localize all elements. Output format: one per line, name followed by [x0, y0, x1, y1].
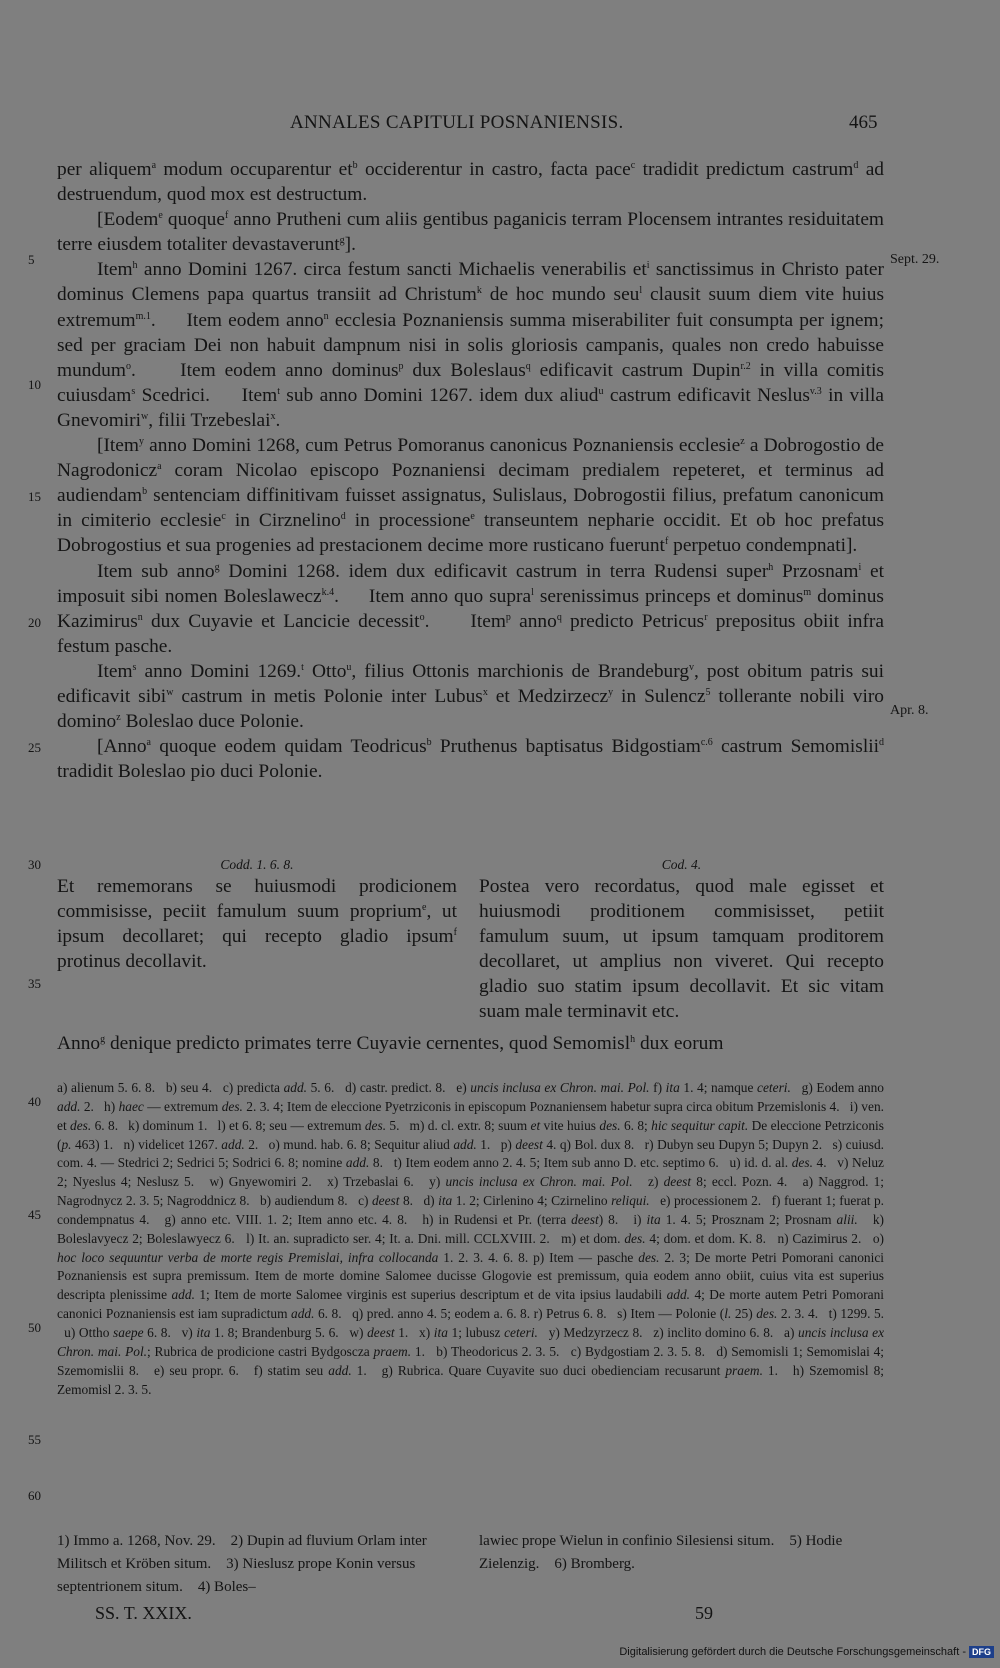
digitization-text: Digitalisierung gefördert durch die Deutsche Forschungsgemeinschaft - — [619, 1646, 966, 1658]
critical-apparatus — [57, 1079, 884, 1399]
running-title: ANNALES CAPITULI POSNANIENSIS. — [290, 112, 624, 133]
page-header — [0, 112, 1000, 142]
continuation-text: Anno$^g$ denique predicto primates terre Cuyavie cernentes, quod Semomisl$^h$ dux eorum — [57, 1033, 724, 1054]
line-number: 40 — [28, 1094, 41, 1109]
line-number: 15 — [28, 489, 41, 504]
body-paragraph: per aliquem$^a$ modum occuparentur $et^b$ occiderentur in castro, facta pace$^c$ tradidit predictum castrum$^d$ ad destruendum, quod mox est destructum. — [57, 159, 884, 206]
body-paragraph: Item$^s$ anno Domini 1269.$^t$ Otto$^u$, filius Ottonis marchionis de Brandeburg$^v$, post obitum patris sui edificavit sibi$^w$ castrum in metis Polonie inter Lubus$^x$ et Medzirzecz$^y$ in Sulencz$^5$ tollerante nobili viro domino$^z$ Boleslao duce Polonie. — [57, 660, 884, 733]
line-number: 30 — [28, 857, 41, 872]
body-paragraph: Item sub anno$^g$ Domini 1268. idem dux edificavit castrum in terra Rudensi super$^h$ Przosnam$^i$ et imposuit sibi nomen Boleslawecz$^{k.4}$. Item anno quo supra$^l$ serenissimus princeps et dominus$^m$ dominus Kazimirus$^n$ dux Cuyavie et Lancicie decessit$^o$. Item$^p$ anno$^q$ predicto Petricus$^r$ prepositus obiit infra festum pasche. — [57, 560, 884, 657]
dfg-logo-icon: DFG — [969, 1646, 994, 1658]
margin-note-sept: Sept. 29. — [890, 252, 940, 267]
digitization-credit — [619, 1646, 994, 1658]
apparatus-text: a) alienum 5. 6. 8. b) seu 4. c) predicta add. 5. 6. d) castr. predict. 8. e) uncis inclusa ex Chron. mai. Pol. f) ita 1. 4; namque ceteri. g) Eodem anno add. 2. h) haec — extremum des. 2. 3. 4; Item de eleccione Pyetrziconis in episcopum Poznaniensem habetur supra circa obitum Przemislonis 4. i) ven. et des. 6. 8. k) dominum 1. l) et 6. 8; seu — extremum des. 5. m) d. cl. extr. 8; suum et vite huius des. 6. 8; hic sequitur capit. De eleccione Petrziconis (p. 463) 1. n) videlicet 1267. add. 2. o) mund. hab. 6. 8; Sequitur aliud add. 1. p) deest 4. q) Bol. dux 8. r) Dubyn seu Dupyn 5; Dupyn 2. s) cuiusd. com. 4. — Stedrici 2; Sedrici 5; Sodrici 6. 8; nomine add. 8. t) Item eodem anno 2. 4. 5; Item sub anno D. etc. septimo 6. u) id. d. al. des. 4. v) Neluz 2; Nyeslus 4; Neslusz 5. w) Gnyewomiri 2. x) Trzebaslai 6. y) uncis inclusa ex Chron. mai. Pol. z) deest 8; eccl. Pozn. 4. a) Naggrod. 1; Nagrodnycz 2. 3. 5; Nagroddnicz 8. b) audiendum 8. c) deest 8. d) ita 1. 2; Cirlenino 4; Czirnelino reliqui. e) processionem 2. f) fuerant 1; fuerat p. condempnatus 4. g) anno etc. VIII. 1. 2; Item anno etc. 4. 8. h) in Rudensi et Pr. (terra deest) 8. i) ita 1. 4. 5; Prosznam 2; Prosnam alii. k) Boleslavyecz 2; Boleslawyecz 6. l) It. an. supradicto ser. 4; It. a. Dni. mill. CCLXVIII. 2. m) et dom. des. 4; dom. et dom. K. 8. n) Cazimirus 2. o) hoc loco sequuntur verba de morte regis Premislai, infra collocanda 1. 2. 3. 4. 6. 8. p) Item — pasche des. 2. 3; De morte Petri Pomorani canonici Poznaniensis est supra premissum. Item de morte domine Salomee ducisse Glogovie est premissum, quia eodem anno obiit, cuius vita est superius descripta plenissime add. 1; Item de morte Salomee virginis est superius descriptum et de vita ipsius laudabili add. 4; De morte autem Petri Pomorani canonici Poznaniensis est iam supradictum add. 6. 8. q) pred. anno 4. 5; eodem a. 6. 8. r) Petrus 6. 8. s) Item — Polonie (l. 25) des. 2. 3. 4. t) 1299. 5. u) Ottho saepe 6. 8. v) ita 1. 8; Brandenburg 5. 6. w) deest 1. x) ita 1; lubusz ceteri. y) Medzyrzecz 8. z) inclito domino 6. 8. a) uncis inclusa ex Chron. mai. Pol.; Rubrica de prodicione castri Bydgoscza praem. 1. b) Theodoricus 2. 3. 5. c) Bydgostiam 2. 3. 5. 8. d) Semomisli 1; Semomislai 4; Szemomislii 8. e) seu propr. 6. f) statim seu add. 1. g) Rubrica. Quare Cuyavite suo duci obedienciam recusarunt praem. 1. h) Szemomisl 8; Zemomisl 2. 3. 5. — [57, 1080, 885, 1397]
line-number: 35 — [28, 976, 41, 991]
footnotes-right: lawiec prope Wielun in confinio Silesiensi situm. 5) Hodie Zielenzig. 6) Bromberg. — [479, 1533, 843, 1572]
body-paragraph: [Anno$^a$ quoque eodem quidam Teodricus$^b$ Pruthenus baptisatus Bidgostiam$^{c.6}$ castrum Semomislii$^d$ tradidit Boleslao pio duci Polonie. — [57, 736, 884, 783]
signature-mark: SS. T. XXIX. — [95, 1603, 192, 1623]
line-number: 5 — [28, 252, 35, 267]
codex-left-heading: Codd. 1. 6. 8. — [220, 857, 294, 872]
line-number: 20 — [28, 615, 41, 630]
line-number: 55 — [28, 1432, 41, 1447]
line-number: 45 — [28, 1207, 41, 1222]
sheet-number: 59 — [695, 1603, 713, 1623]
footnotes-left: 1) Immo a. 1268, Nov. 29. 2) Dupin ad fluvium Orlam inter Militsch et Kröben situm. 3) Nieslusz prope Konin versus septentrionem situm. 4) Boles– — [57, 1533, 427, 1595]
body-paragraph: [Item$^y$ anno Domini 1268, cum Petrus Pomoranus canonicus Poznaniensis ecclesie$^z$ a Dobrogostio de Nagrodonicz$^a$ coram Nicolao episcopo Poznaniensi decimam predialem repeteret, et terminus ad audiendam$^b$ sentenciam diffinitivam fuisset assignatus, Sulislaus, Dobrogostii filius, prefatum canonicum in cimiterio ecclesie$^c$ in Cirznelino$^d$ in processione$^e$ transeuntem nepharie occidit. Et ob hoc prefatus Dobrogostius et sua progenies ad prestacionem decime more rusticano fuerunt$^f$ perpetuo condempnati]. — [57, 435, 884, 557]
codex-right-heading: Cod. 4. — [661, 857, 702, 872]
codex-right-text: Postea vero recordatus, quod male egisset et huiusmodi proditionem commisisset, petiit famulum suum, ut ipsum tamquam proditorem decollaret, ut amplius non viveret. Qui recepto gladio suo statim ipsum decollavit. Et sic vitam suam male terminavit etc. — [479, 876, 884, 1023]
line-number: 10 — [28, 377, 41, 392]
codex-right — [479, 856, 884, 1025]
page-number: 465 — [849, 112, 878, 133]
body-paragraph: Item$^h$ anno Domini 1267. circa festum sancti Michaelis venerabilis $et^i$ sanctissimus in Christo pater dominus Clemens papa quartus transiit ad Christum$^k$ de hoc mundo seu$^l$ clausit suum diem vite huius extremum$^{m.1}$. Item eodem anno$^n$ ecclesia Poznaniensis summa miserabiliter fuit consumpta per ignem; sed per graciam Dei non habuit dampnum nisi in solis gloriosis campanis, quales non credo habuisse mundum$^o$. Item eodem anno dominus$^p$ dux Boleslaus$^q$ edificavit castrum Dupin$^{r.2}$ in villa comitis cuiusdam$^s$ Scedrici. Item$^t$ sub anno Domini 1267. idem dux aliud$^u$ castrum edificavit Neslus$^{v.3}$ in villa Gnevomiri$^w$, filii Trzebeslai$^x$. — [57, 259, 885, 431]
line-number: 50 — [28, 1320, 41, 1335]
line-number: 25 — [28, 740, 41, 755]
codex-left-text: Et rememorans se huiusmodi prodicionem commisisse, peciit famulum suum proprium$^e$, ut ipsum decollaret; qui recepto gladio ipsum$^f$ protinus decollavit. — [57, 876, 457, 973]
body-paragraph: [Eodem$^e$ quoque$^f$ anno Prutheni cum aliis gentibus paganicis terram Plocensem intrantes residuitatem terre eiusdem totaliter devastaverunt$^g$]. — [57, 209, 885, 256]
line-number: 60 — [28, 1488, 41, 1503]
margin-note-apr: Apr. 8. — [890, 703, 929, 718]
codex-left — [57, 856, 457, 974]
main-text — [57, 157, 884, 784]
